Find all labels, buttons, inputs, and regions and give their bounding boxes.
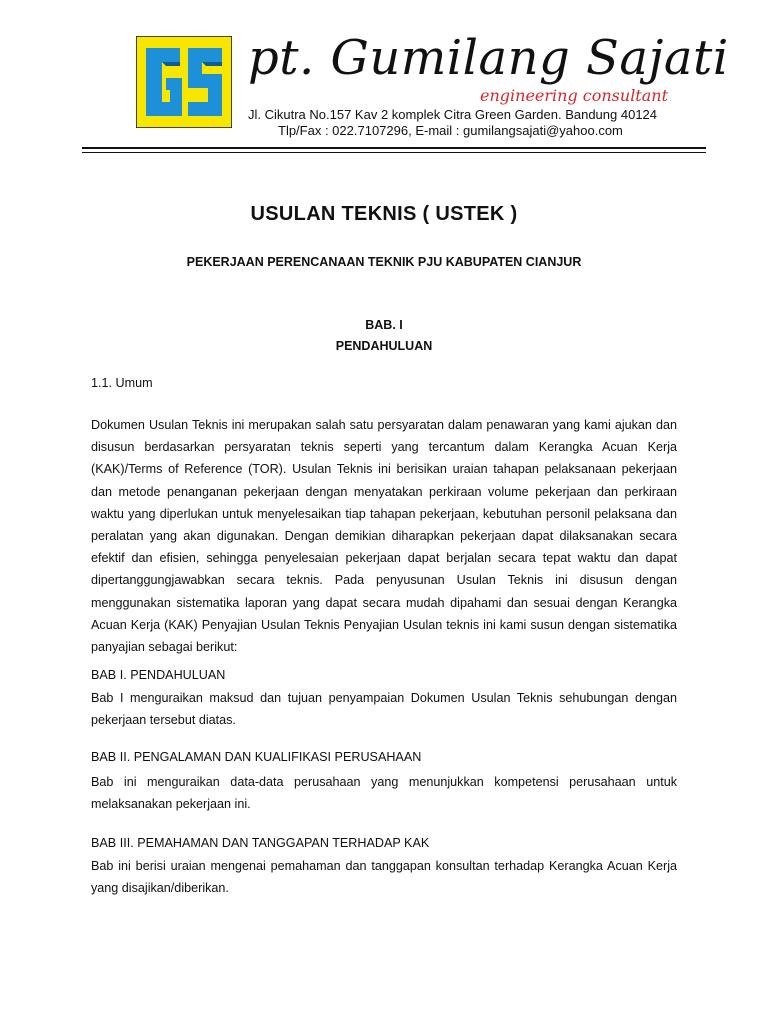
section-heading: 1.1. Umum	[91, 376, 153, 390]
company-contact: Tlp/Fax : 022.7107296, E-mail : gumilangsajati@yahoo.com	[278, 123, 623, 138]
company-tagline: engineering consultant	[480, 86, 669, 105]
bab-heading: BAB III. PEMAHAMAN DAN TANGGAPAN TERHADAP KAK	[91, 836, 430, 850]
header-divider-thin	[82, 152, 706, 153]
bab-heading: BAB II. PENGALAMAN DAN KUALIFIKASI PERUSAHAAN	[91, 750, 422, 764]
bab-description: Bab I menguraikan maksud dan tujuan penyampaian Dokumen Usulan Teknis sehubungan dengan pekerjaan tersebut diatas.	[91, 691, 677, 728]
document-title: USULAN TEKNIS ( USTEK )	[250, 203, 518, 225]
letterhead	[248, 30, 729, 140]
company-name: pt. Gumilang Sajati	[248, 30, 729, 86]
company-logo	[136, 36, 232, 128]
bab-description: Bab ini berisi uraian mengenai pemahaman dan tanggapan konsultan terhadap Kerangka Acuan Kerja yang disajikan/diberikan.	[91, 859, 677, 896]
document-subtitle: PEKERJAAN PERENCANAAN TEKNIK PJU KABUPATEN CIANJUR	[186, 255, 582, 269]
bab-heading: BAB I. PENDAHULUAN	[91, 668, 226, 682]
chapter-title: PENDAHULUAN	[335, 339, 433, 353]
header-divider-thick	[82, 147, 706, 149]
chapter-number: BAB. I	[365, 318, 403, 332]
intro-paragraph: Dokumen Usulan Teknis ini merupakan salah satu persyaratan dalam penawaran yang kami ajukan dan disusun berdasarkan persyaratan teknis seperti yang tercantum dalam Kerangka Acuan Kerja (KAK)/Terms of Reference (TOR). Usulan Teknis ini berisikan uraian tahapan pelaksanaan pekerjaan dan metode penanganan pekerjaan dengan menyatakan perkiraan volume pekerjaan dan perkiraan waktu yang diperlukan untuk menyelesaikan tiap tahapan pekerjaan, kebutuhan personil pelaksana dan peralatan yang akan digunakan. Dengan demikian diharapkan pekerjaan dapat dilaksanakan secara efektif dan efisien, sehingga penyelesaian pekerjaan dapat berjalan secara tepat waktu dan dapat dipertanggungjawabkan secara teknis. Pada penyusunan Usulan Teknis ini disusun dengan menggunakan sistematika laporan yang dapat secara mudah dipahami dan sesuai dengan Kerangka Acuan Kerja (KAK) Penyajian Usulan Teknis Penyajian Usulan teknis ini kami susun dengan sistematika panyajian sebagai berikut:	[91, 418, 677, 655]
bab-description: Bab ini menguraikan data-data perusahaan yang menunjukkan kompetensi perusahaan untuk melaksanakan pekerjaan ini.	[91, 775, 677, 812]
company-address: Jl. Cikutra No.157 Kav 2 komplek Citra Green Garden. Bandung 40124	[248, 107, 658, 122]
gs-logo-icon	[136, 36, 232, 128]
